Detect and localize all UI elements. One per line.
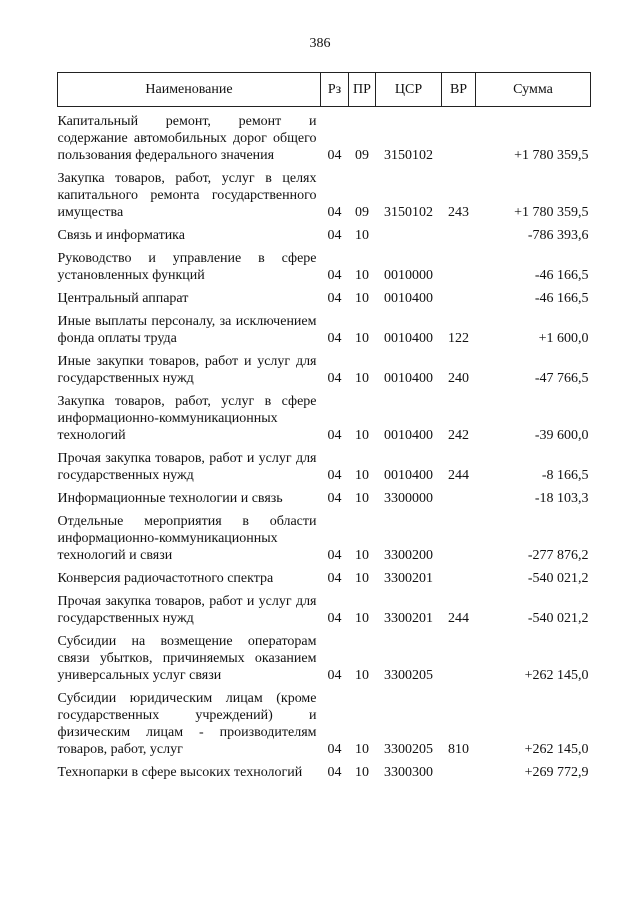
table-row [58,224,591,247]
cell-sum: -540 021,2 [527,611,589,626]
table-row [58,487,591,510]
cell-rz: 04 [327,468,342,483]
table-row [58,107,591,168]
cell-vr [442,567,476,590]
cell-rz: 04 [327,331,342,346]
cell-name: Отдельные мероприятия в области информационно-коммуникационных технологий и связи [57,514,317,563]
cell-vr: 243 [448,205,469,220]
cell-pr: 10 [355,611,369,626]
cell-name: Связь и информатика [57,228,185,243]
cell-name: Информационные технологии и связь [57,491,283,506]
cell-pr: 10 [355,291,369,306]
cell-pr: 10 [355,331,369,346]
table-row [58,590,591,630]
header-name: Наименование [58,73,321,107]
cell-vr: 122 [448,331,469,346]
cell-pr: 09 [355,205,369,220]
cell-csr [376,224,442,247]
cell-name: Закупка товаров, работ, услуг в целях капитального ремонта государственного имущества [57,171,317,220]
cell-rz: 04 [327,571,342,586]
cell-vr: 244 [448,611,469,626]
cell-pr: 10 [355,668,369,683]
cell-rz: 04 [327,428,342,443]
cell-csr: 0010400 [384,291,433,306]
cell-pr: 10 [355,765,369,780]
cell-sum: -46 166,5 [534,268,589,283]
cell-pr: 10 [355,268,369,283]
cell-rz: 04 [327,371,342,386]
cell-sum: -47 766,5 [534,371,589,386]
header-vr: ВР [442,73,476,107]
cell-csr: 0010400 [384,468,433,483]
cell-csr: 0010400 [384,331,433,346]
table-row [58,687,591,761]
cell-sum: -46 166,5 [534,291,589,306]
cell-csr: 0010400 [384,371,433,386]
cell-csr: 3300200 [384,548,433,563]
table-row [58,350,591,390]
cell-sum: +1 600,0 [538,331,589,346]
cell-rz: 04 [327,228,342,243]
cell-rz: 04 [327,548,342,563]
table-row [58,510,591,567]
cell-pr: 10 [355,371,369,386]
cell-csr: 3300000 [384,491,433,506]
cell-rz: 04 [327,611,342,626]
cell-pr: 10 [355,571,369,586]
table-row [58,390,591,447]
cell-csr: 3150102 [384,205,433,220]
header-rz: Рз [321,73,349,107]
cell-rz: 04 [327,742,342,757]
cell-name: Иные закупки товаров, работ и услуг для государственных нужд [57,354,317,386]
cell-name: Капитальный ремонт, ремонт и содержание автомобильных дорог общего пользования федерального значения [57,114,317,163]
cell-vr [442,761,476,784]
header-csr: ЦСР [376,73,442,107]
cell-name: Субсидии на возмещение операторам связи убытков, причиняемых оказанием универсальных услуг связи [57,634,317,683]
cell-pr: 10 [355,491,369,506]
table-row [58,287,591,310]
cell-vr [442,487,476,510]
cell-sum: +269 772,9 [524,765,589,780]
cell-sum: +262 145,0 [524,742,589,757]
cell-rz: 04 [327,291,342,306]
cell-vr: 240 [448,371,469,386]
cell-vr [442,107,476,168]
cell-rz: 04 [327,148,342,163]
cell-name: Руководство и управление в сфере установленных функций [57,251,317,283]
cell-sum: -8 166,5 [541,468,589,483]
cell-name: Центральный аппарат [57,291,189,306]
cell-name: Иные выплаты персоналу, за исключением фонда оплаты труда [57,314,317,346]
cell-csr: 3300205 [384,742,433,757]
cell-pr: 10 [355,468,369,483]
cell-sum: +262 145,0 [524,668,589,683]
cell-pr: 10 [355,548,369,563]
cell-vr [442,510,476,567]
cell-rz: 04 [327,765,342,780]
cell-csr: 0010000 [384,268,433,283]
cell-vr [442,224,476,247]
table-row [58,761,591,784]
cell-rz: 04 [327,205,342,220]
cell-csr: 3300205 [384,668,433,683]
cell-vr [442,287,476,310]
cell-name: Технопарки в сфере высоких технологий [57,765,303,780]
header-pr: ПР [349,73,376,107]
cell-pr: 09 [355,148,369,163]
table-row [58,167,591,224]
cell-csr: 3300201 [384,611,433,626]
cell-name: Субсидии юридическим лицам (кроме государственных учреждений) и физическим лицам - производителям товаров, работ, услуг [57,691,317,757]
table-row [58,567,591,590]
cell-vr: 242 [448,428,469,443]
cell-pr: 10 [355,428,369,443]
cell-name: Прочая закупка товаров, работ и услуг для государственных нужд [57,594,317,626]
cell-sum: -540 021,2 [527,571,589,586]
cell-csr: 3150102 [384,148,433,163]
cell-name: Закупка товаров, работ, услуг в сфере информационно-коммуникационных технологий [57,394,317,443]
table-row [58,630,591,687]
cell-sum: -277 876,2 [527,548,589,563]
page-number: 386 [309,36,331,51]
cell-name: Прочая закупка товаров, работ и услуг для государственных нужд [57,451,317,483]
header-sum: Сумма [476,73,591,107]
cell-pr: 10 [355,228,369,243]
cell-name: Конверсия радиочастотного спектра [57,571,274,586]
cell-csr: 3300201 [384,571,433,586]
table-body [58,107,591,785]
cell-csr: 0010400 [384,428,433,443]
cell-sum: +1 780 359,5 [514,148,589,163]
cell-rz: 04 [327,491,342,506]
table-row [58,247,591,287]
cell-sum: -786 393,6 [527,228,589,243]
cell-sum: -18 103,3 [534,491,589,506]
cell-vr [442,630,476,687]
cell-sum: -39 600,0 [534,428,589,443]
cell-vr: 810 [448,742,469,757]
cell-csr: 3300300 [384,765,433,780]
table-header-row [58,73,591,107]
cell-rz: 04 [327,268,342,283]
cell-sum: +1 780 359,5 [514,205,589,220]
table-row [58,310,591,350]
table-row [58,447,591,487]
cell-vr: 244 [448,468,469,483]
budget-table [57,72,591,784]
cell-pr: 10 [355,742,369,757]
cell-vr [442,247,476,287]
cell-rz: 04 [327,668,342,683]
